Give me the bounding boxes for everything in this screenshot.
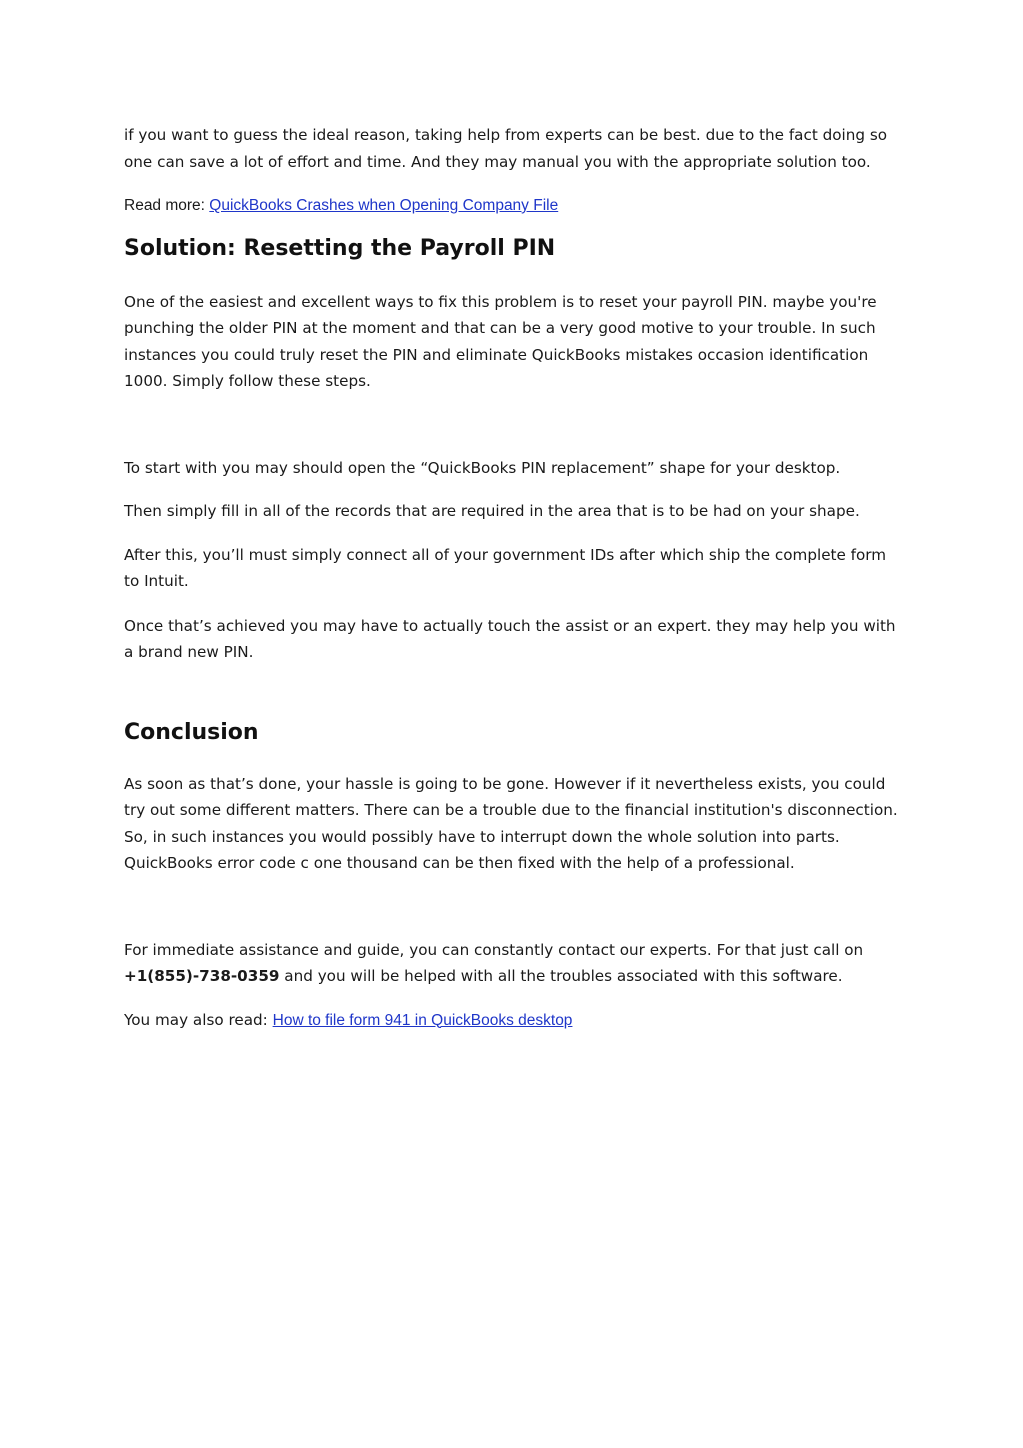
step-item: Then simply fill in all of the records that are required in the area that is to be had on your shape.	[124, 502, 860, 520]
contact-text-after: and you will be helped with all the troubles associated with this software.	[279, 967, 843, 985]
conclusion-heading: Conclusion	[124, 719, 259, 745]
step-item: After this, you’ll must simply connect all of your government IDs after which ship the complete form to Intuit.	[124, 545, 887, 590]
also-read-label: You may also read:	[124, 1010, 273, 1029]
intro-paragraph: if you want to guess the ideal reason, taking help from experts can be best. due to the fact doing so one can save a lot of effort and time. And they may manual you with the appropriate solution too.	[124, 126, 888, 171]
contact-paragraph	[124, 937, 899, 990]
step-item: To start with you may should open the “QuickBooks PIN replacement” shape for your desktop.	[124, 458, 841, 477]
contact-text-before: For immediate assistance and guide, you can constantly contact our experts. For that just call on	[124, 940, 864, 959]
phone-number: +1(855)-738-0359	[124, 967, 280, 985]
also-read-link[interactable]: How to file form 941 in QuickBooks desktop	[272, 1011, 573, 1029]
read-more-line	[124, 192, 899, 220]
also-read-line	[124, 1007, 899, 1035]
solution-paragraph: One of the easiest and excellent ways to fix this problem is to reset your payroll PIN. maybe you're punching the older PIN at the moment and that can be a very good motive to your trouble. In such instances you could truly reset the PIN and eliminate QuickBooks mistakes occasion identification 1000. Simply follow these steps.	[124, 292, 877, 390]
read-more-label: Read more:	[124, 197, 210, 214]
conclusion-paragraph: As soon as that’s done, your hassle is going to be gone. However if it nevertheless exists, you could try out some different matters. There can be a trouble due to the financial institution's disconnection. So, in such instances you would possibly have to interrupt down the whole solution into parts. QuickBooks error code c one thousand can be then fixed with the help of a professional.	[124, 774, 898, 872]
read-more-link[interactable]: QuickBooks Crashes when Opening Company File	[209, 197, 559, 214]
step-item: Once that’s achieved you may have to actually touch the assist or an expert. they may help you with a brand new PIN.	[124, 616, 896, 661]
document-page	[124, 122, 899, 1034]
solution-heading: Solution: Resetting the Payroll PIN	[124, 235, 556, 261]
